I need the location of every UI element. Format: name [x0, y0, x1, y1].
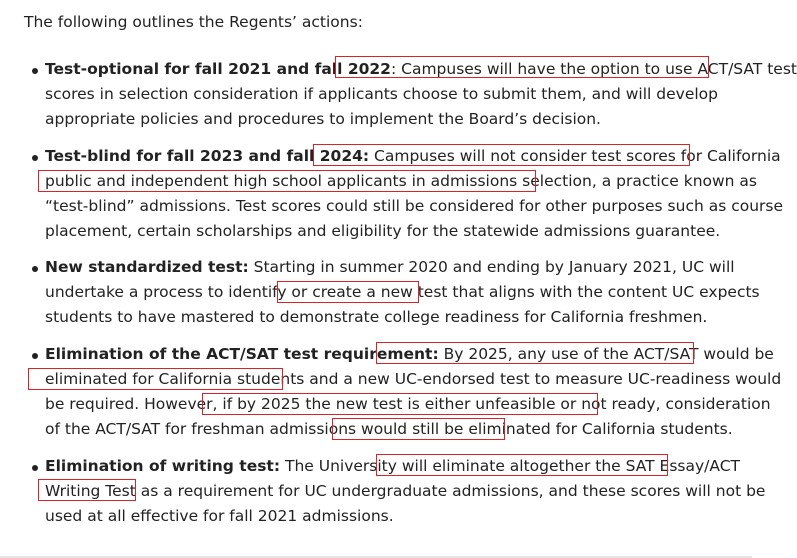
item-1-line-3: appropriate policies and procedures to implement the Board’s decision.	[45, 110, 601, 128]
item-4-title: Elimination of the ACT/SAT test requirement:	[45, 345, 439, 363]
item-2-title: Test-blind for fall 2023 and fall 2024:	[45, 147, 370, 165]
bullet-dot	[32, 155, 38, 161]
item-2-line-4: placement, certain scholarships and eligibility for the statewide admissions guarantee.	[45, 222, 721, 240]
item-5-title: Elimination of writing test:	[45, 457, 281, 475]
item-1-title: Test-optional for fall 2021 and fall 2022	[45, 60, 391, 78]
item-2-line-2: public and independent high school applicants in admissions selection, a practice known as	[45, 172, 758, 190]
item-4-line-1	[45, 343, 774, 365]
item-2-text-1: Campuses will not consider test scores for California	[369, 147, 781, 165]
item-3-line-1	[45, 256, 735, 278]
item-1-line-1	[45, 58, 797, 80]
item-3-text-1: Starting in summer 2020 and ending by January 2021, UC will	[248, 258, 735, 276]
item-3-line-2: undertake a process to identify or create a new test that aligns with the content UC expects	[45, 283, 760, 301]
item-5-text-1: The University will eliminate altogether the SAT Essay/ACT	[280, 457, 741, 475]
item-3-title: New standardized test:	[45, 258, 249, 276]
item-3-line-3: students to have mastered to demonstrate college readiness for California freshmen.	[45, 308, 708, 326]
item-5-line-1	[45, 455, 740, 477]
bullet-dot	[32, 266, 38, 272]
item-4-line-3: be required. However, if by 2025 the new test is either unfeasible or not ready, consideration	[45, 395, 771, 413]
item-4-text-1: By 2025, any use of the ACT/SAT would be	[438, 345, 774, 363]
item-2-line-1	[45, 145, 781, 167]
intro-text: The following outlines the Regents’ actions:	[24, 13, 363, 31]
bullet-dot	[32, 68, 38, 74]
bullet-dot	[32, 353, 38, 359]
item-4-line-2: eliminated for California students and a new UC-endorsed test to measure UC-readiness would	[45, 370, 782, 388]
item-1-line-2: scores in selection consideration if applicants choose to submit them, and will develop	[45, 85, 718, 103]
item-1-text-1: : Campuses will have the option to use ACT/SAT test	[390, 60, 797, 78]
bullet-dot	[32, 465, 38, 471]
item-5-line-2: Writing Test as a requirement for UC undergraduate admissions, and these scores will not be	[45, 482, 766, 500]
item-4-line-4: of the ACT/SAT for freshman admissions would still be eliminated for California students.	[45, 420, 733, 438]
item-5-line-3: used at all effective for fall 2021 admissions.	[45, 507, 394, 525]
item-2-line-3: “test-blind” admissions. Test scores could still be considered for other purposes such as course	[45, 197, 784, 215]
